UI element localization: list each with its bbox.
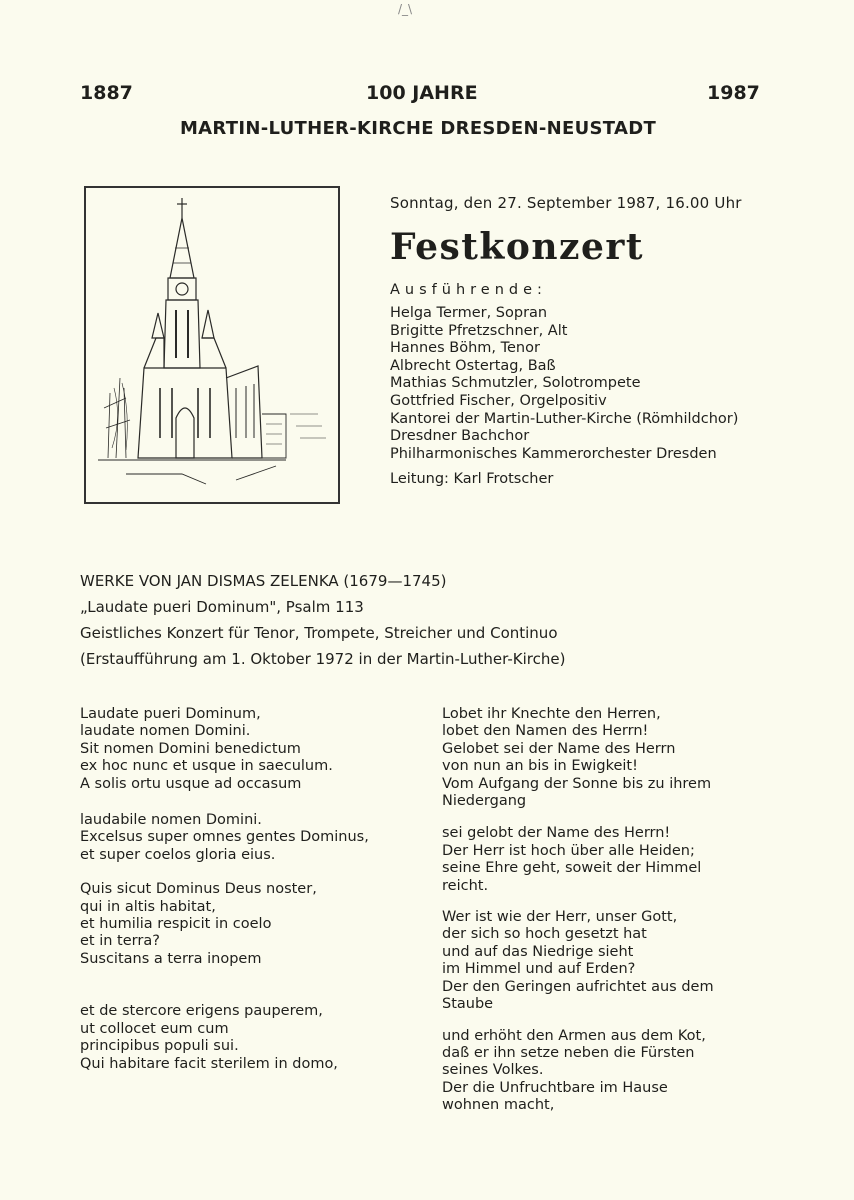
performer-item: Albrecht Ostertag, Baß bbox=[390, 357, 556, 374]
pencil-mark: /_\ bbox=[398, 2, 413, 16]
church-illustration bbox=[84, 186, 340, 504]
lyric-line: Suscitans a terra inopem bbox=[80, 950, 262, 967]
concert-info bbox=[390, 194, 830, 487]
latin-stanza bbox=[80, 706, 410, 793]
anniversary-title: 100 JAHRE bbox=[366, 82, 478, 104]
concert-title: Festkonzert bbox=[390, 226, 644, 268]
german-stanza bbox=[442, 909, 782, 1013]
german-stanza bbox=[442, 706, 782, 810]
lyric-line: Der Herr ist hoch über alle Heiden; bbox=[442, 842, 695, 859]
performer-item: Hannes Böhm, Tenor bbox=[390, 340, 540, 357]
lyric-line: qui in altis habitat, bbox=[80, 898, 216, 915]
lyric-line: und erhöht den Armen aus dem Kot, bbox=[442, 1027, 706, 1044]
lyric-line: Quis sicut Dominus Deus noster, bbox=[80, 881, 317, 898]
lyric-line: Laudate pueri Dominum, bbox=[80, 706, 261, 722]
lyric-line: Sit nomen Domini benedictum bbox=[80, 740, 301, 757]
german-stanza bbox=[442, 1028, 782, 1115]
lyric-line: seine Ehre geht, soweit der Himmel bbox=[442, 860, 702, 877]
lyric-line: et super coelos gloria eius. bbox=[80, 846, 276, 863]
latin-text bbox=[80, 706, 410, 1073]
lyric-line: sei gelobt der Name des Herrn! bbox=[442, 825, 671, 842]
lyric-line: der sich so hoch gesetzt hat bbox=[442, 926, 647, 943]
lyric-line: laudabile nomen Domini. bbox=[80, 812, 262, 829]
lyric-line: und auf das Niedrige sieht bbox=[442, 943, 634, 960]
lyric-line: reicht. bbox=[442, 877, 489, 894]
german-stanza bbox=[442, 825, 782, 895]
piece-title: „Laudate pueri Dominum", Psalm 113 bbox=[80, 598, 364, 616]
performer-item: Dresdner Bachchor bbox=[390, 428, 530, 445]
performer-item: Mathias Schmutzler, Solotrompete bbox=[390, 375, 641, 392]
lyric-line: Niedergang bbox=[442, 793, 527, 810]
works-heading: WERKE VON JAN DISMAS ZELENKA (1679—1745) bbox=[80, 572, 447, 590]
latin-stanza bbox=[80, 812, 410, 864]
lyric-line: seines Volkes. bbox=[442, 1062, 544, 1079]
latin-stanza bbox=[80, 1003, 410, 1073]
lyric-line: von nun an bis in Ewigkeit! bbox=[442, 758, 638, 775]
concert-date: Sonntag, den 27. September 1987, 16.00 Uhr bbox=[390, 194, 742, 212]
lyric-line: daß er ihn setze neben die Fürsten bbox=[442, 1044, 695, 1061]
lyric-line: im Himmel und auf Erden? bbox=[442, 961, 636, 978]
lyric-line: Vom Aufgang der Sonne bis zu ihrem bbox=[442, 775, 712, 792]
performer-item: Helga Termer, Sopran bbox=[390, 305, 548, 321]
performer-item: Philharmonisches Kammerorchester Dresden bbox=[390, 445, 717, 462]
lyric-line: Excelsus super omnes gentes Dominus, bbox=[80, 829, 369, 846]
year-start: 1887 bbox=[80, 82, 133, 104]
piece-description: Geistliches Konzert für Tenor, Trompete, Streicher und Continuo bbox=[80, 624, 558, 642]
lyric-line: laudate nomen Domini. bbox=[80, 723, 251, 740]
lyric-line: ut collocet eum cum bbox=[80, 1020, 229, 1037]
premiere-note: (Erstaufführung am 1. Oktober 1972 in der Martin-Luther-Kirche) bbox=[80, 650, 566, 668]
lyric-line: et de stercore erigens pauperem, bbox=[80, 1003, 323, 1020]
church-name: MARTIN-LUTHER-KIRCHE DRESDEN-NEUSTADT bbox=[179, 118, 657, 139]
year-end: 1987 bbox=[707, 82, 760, 104]
lyric-line: Lobet ihr Knechte den Herren, bbox=[442, 706, 661, 722]
performer-item: Gottfried Fischer, Orgelpositiv bbox=[390, 392, 607, 409]
lyric-line: principibus populi sui. bbox=[80, 1038, 239, 1055]
lyric-line: et humilia respicit in coelo bbox=[80, 916, 272, 933]
latin-stanza bbox=[80, 881, 410, 968]
lyric-line: Staube bbox=[442, 996, 494, 1013]
performers-label: Ausführende: bbox=[390, 282, 547, 298]
lyric-line: et in terra? bbox=[80, 933, 160, 950]
lyric-line: Wer ist wie der Herr, unser Gott, bbox=[442, 909, 678, 926]
lyric-line: lobet den Namen des Herrn! bbox=[442, 723, 649, 740]
german-text bbox=[442, 706, 782, 1115]
conductor: Leitung: Karl Frotscher bbox=[390, 471, 554, 488]
lyric-line: A solis ortu usque ad occasum bbox=[80, 775, 302, 792]
performer-item: Brigitte Pfretzschner, Alt bbox=[390, 322, 568, 339]
lyric-line: Qui habitare facit sterilem in domo, bbox=[80, 1055, 338, 1072]
performer-item: Kantorei der Martin-Luther-Kirche (Römhildchor) bbox=[390, 410, 739, 427]
lyric-line: wohnen macht, bbox=[442, 1097, 555, 1114]
church-drawing-icon bbox=[86, 188, 338, 502]
lyric-line: Gelobet sei der Name des Herrn bbox=[442, 740, 676, 757]
performer-list bbox=[390, 305, 830, 463]
works-section bbox=[80, 568, 565, 672]
lyric-line: Der den Geringen aufrichtet aus dem bbox=[442, 978, 714, 995]
lyric-line: ex hoc nunc et usque in saeculum. bbox=[80, 758, 333, 775]
lyric-line: Der die Unfruchtbare im Hause bbox=[442, 1079, 668, 1096]
